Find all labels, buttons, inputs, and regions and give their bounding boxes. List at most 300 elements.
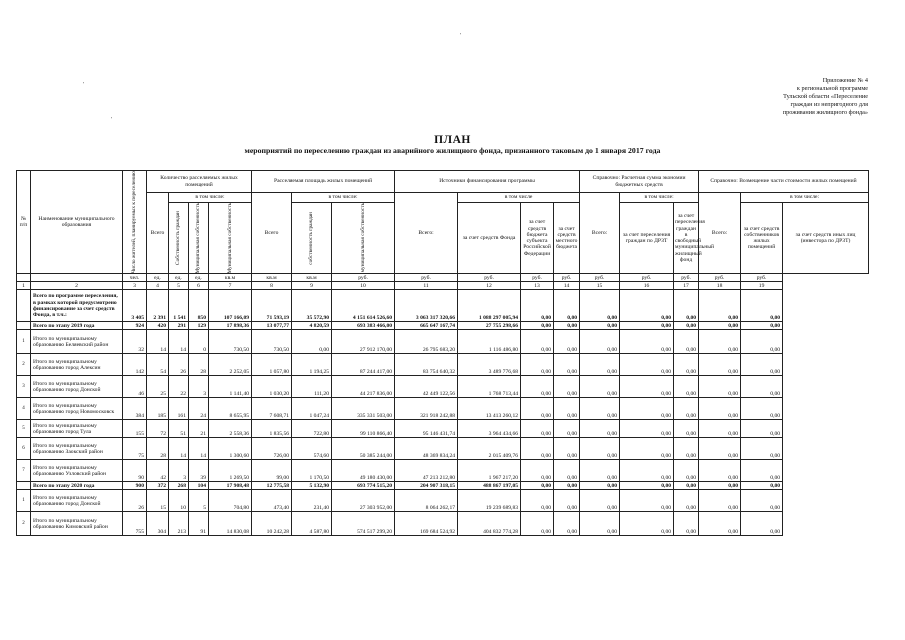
- value-cell: 107 166,09: [209, 290, 252, 322]
- value-cell: 0,00: [580, 482, 620, 490]
- value-cell: 2 558,36: [209, 420, 252, 438]
- value-cell: 0,00: [699, 398, 741, 420]
- value-cell: 0,00: [620, 354, 674, 376]
- value-cell: 3 964 434,66: [458, 420, 521, 438]
- header-name: Наименование муниципального образования: [31, 171, 123, 274]
- value-cell: 27 755 298,66: [458, 322, 521, 330]
- column-number: 7: [209, 282, 252, 290]
- column-number: 12: [458, 282, 521, 290]
- value-cell: 0,00: [521, 460, 554, 482]
- unit-cell: кв.м: [252, 274, 292, 282]
- value-cell: 44 217 836,00: [332, 376, 395, 398]
- value-cell: 14: [169, 330, 189, 354]
- scan-mark: ': [460, 33, 462, 39]
- value-cell: 0,00: [580, 438, 620, 460]
- value-cell: 0,00: [699, 460, 741, 482]
- column-number: 10: [332, 282, 395, 290]
- header-rooms-incl: в том числе:: [169, 193, 252, 203]
- column-number: 8: [252, 282, 292, 290]
- value-cell: 0,00: [521, 398, 554, 420]
- value-cell: 47 213 212,80: [395, 460, 458, 482]
- unit-cell: ед.: [169, 274, 189, 282]
- resettlement-plan-table: [16, 170, 869, 536]
- row-index: [17, 482, 31, 490]
- value-cell: 0,00: [554, 322, 580, 330]
- value-cell: 268: [169, 482, 189, 490]
- unit-cell: руб.: [554, 274, 580, 282]
- value-cell: 1 057,80: [252, 354, 292, 376]
- value-cell: 10: [169, 490, 189, 512]
- value-cell: 161: [169, 398, 189, 420]
- value-cell: 0,00: [554, 330, 580, 354]
- row-name: Итого по муниципальному образованию город Тула: [31, 420, 123, 438]
- value-cell: 3: [169, 460, 189, 482]
- value-cell: 0,00: [554, 354, 580, 376]
- value-cell: 0,00: [620, 460, 674, 482]
- value-cell: 0,00: [741, 398, 783, 420]
- value-cell: 900: [123, 482, 147, 490]
- value-cell: 0,00: [580, 420, 620, 438]
- value-cell: 0,00: [521, 512, 554, 536]
- column-number: 1: [17, 282, 31, 290]
- value-cell: 0,00: [741, 438, 783, 460]
- unit-cell: кв.м: [209, 274, 252, 282]
- unit-cell: руб.: [458, 274, 521, 282]
- value-cell: 169 684 524,92: [395, 512, 458, 536]
- value-cell: 0,00: [699, 354, 741, 376]
- value-cell: 0,00: [620, 322, 674, 330]
- value-cell: 1 768 713,44: [458, 376, 521, 398]
- row-name: Итого по муниципальному образованию Кимовский район: [31, 512, 123, 536]
- value-cell: 87 244 417,00: [332, 354, 395, 376]
- value-cell: 1 047,24: [292, 398, 332, 420]
- row-index: 4: [17, 398, 31, 420]
- header-area-incl: в том числе:: [292, 193, 395, 203]
- row-index: 1: [17, 490, 31, 512]
- value-cell: 83 754 640,32: [395, 354, 458, 376]
- value-cell: 26: [123, 490, 147, 512]
- unit-cell: руб.: [741, 274, 783, 282]
- value-cell: 42 449 122,56: [395, 376, 458, 398]
- column-number: 15: [580, 282, 620, 290]
- value-cell: 99 110 866,40: [332, 420, 395, 438]
- value-cell: 0,00: [674, 482, 699, 490]
- row-index: 5: [17, 420, 31, 438]
- value-cell: 730,50: [209, 330, 252, 354]
- value-cell: 17 908,48: [209, 482, 252, 490]
- unit-cell: руб.: [620, 274, 674, 282]
- units-row: [17, 274, 869, 282]
- header-area-total: Всего: [252, 193, 292, 274]
- value-cell: 21: [189, 420, 209, 438]
- value-cell: 155: [123, 420, 147, 438]
- value-cell: 0,00: [554, 460, 580, 482]
- value-cell: 13 413 260,12: [458, 398, 521, 420]
- value-cell: 27 912 170,00: [332, 330, 395, 354]
- column-number: 4: [147, 282, 169, 290]
- value-cell: 1 116 486,80: [458, 330, 521, 354]
- value-cell: 14: [189, 438, 209, 460]
- value-cell: 1 835,56: [252, 420, 292, 438]
- value-cell: 91: [189, 512, 209, 536]
- value-cell: 0,00: [554, 420, 580, 438]
- value-cell: 5: [189, 490, 209, 512]
- value-cell: 0,00: [620, 376, 674, 398]
- header-fund: за счет средств Фонда: [458, 202, 521, 274]
- value-cell: 1 141,40: [209, 376, 252, 398]
- value-cell: 722,80: [292, 420, 332, 438]
- value-cell: 231,40: [292, 490, 332, 512]
- table-row: [17, 512, 869, 536]
- row-index: [17, 322, 31, 330]
- value-cell: 0,00: [699, 482, 741, 490]
- unit-cell: руб.: [395, 274, 458, 282]
- value-cell: 0,00: [674, 512, 699, 536]
- header-reimb-incl: в том числе:: [741, 193, 869, 203]
- row-index: 7: [17, 460, 31, 482]
- header-reimb-total: Всего:: [699, 193, 741, 274]
- value-cell: 693 774 515,20: [332, 482, 395, 490]
- document-subtitle: мероприятий по переселению граждан из аварийного жилищного фонда, признанного таковым до 1 января 2017 года: [244, 146, 661, 155]
- header-economy-group: Справочно: Расчетная сумма экономии бюджетных средств: [580, 171, 699, 193]
- value-cell: 0,00: [554, 398, 580, 420]
- table-row: [17, 376, 869, 398]
- value-cell: 384: [123, 398, 147, 420]
- column-number: 11: [395, 282, 458, 290]
- row-name: Всего по этапу 2020 года: [31, 482, 123, 490]
- value-cell: 1 269,50: [209, 460, 252, 482]
- value-cell: 0,00: [741, 512, 783, 536]
- table-row: [17, 290, 869, 322]
- value-cell: 0,00: [554, 376, 580, 398]
- value-cell: 0: [189, 330, 209, 354]
- scan-mark: ': [111, 117, 113, 123]
- value-cell: 0,00: [699, 376, 741, 398]
- value-cell: 0,00: [674, 354, 699, 376]
- value-cell: 42: [147, 460, 169, 482]
- value-cell: 0,00: [620, 512, 674, 536]
- value-cell: 0,00: [554, 490, 580, 512]
- value-cell: 75: [123, 438, 147, 460]
- value-cell: 665 647 167,74: [395, 322, 458, 330]
- value-cell: 0,00: [620, 330, 674, 354]
- value-cell: 0,00: [620, 290, 674, 322]
- header-local-budget: за счет средств местного бюджета: [554, 202, 580, 274]
- row-index: [17, 290, 31, 322]
- value-cell: 185: [147, 398, 169, 420]
- table-row: [17, 482, 869, 490]
- value-cell: 3 489 776,68: [458, 354, 521, 376]
- value-cell: 0,00: [620, 398, 674, 420]
- value-cell: 0,00: [699, 490, 741, 512]
- value-cell: 14: [169, 438, 189, 460]
- header-finance-group: Источники финансирования программы: [395, 171, 580, 193]
- value-cell: 0,00: [580, 490, 620, 512]
- value-cell: 0,00: [674, 438, 699, 460]
- header-economy-free-fund: за счет переселения граждан в свободный муниципальный жилищный фонд: [674, 202, 699, 274]
- value-cell: 304: [147, 512, 169, 536]
- value-cell: 4 587,80: [292, 512, 332, 536]
- value-cell: 8 064 262,17: [395, 490, 458, 512]
- value-cell: 730,50: [252, 330, 292, 354]
- value-cell: 0,00: [521, 376, 554, 398]
- unit-cell: руб.: [674, 274, 699, 282]
- column-number: 6: [189, 282, 209, 290]
- value-cell: 0,00: [580, 290, 620, 322]
- unit-cell: руб.: [521, 274, 554, 282]
- value-cell: 0,00: [292, 330, 332, 354]
- header-finance-incl: в том числе: [458, 193, 580, 203]
- column-number: 9: [292, 282, 332, 290]
- column-number: 19: [741, 282, 783, 290]
- header-rooms-own: Собственность граждан: [169, 202, 189, 274]
- value-cell: 25: [147, 376, 169, 398]
- unit-cell: кв.м: [292, 274, 332, 282]
- value-cell: 0,00: [521, 420, 554, 438]
- value-cell: 755: [123, 512, 147, 536]
- table-row: [17, 322, 869, 330]
- row-name: Итого по муниципальному образованию город Алексин: [31, 354, 123, 376]
- value-cell: 0,00: [580, 354, 620, 376]
- header-reimb-investor: за счет средств иных лиц (инвестора по ДРЗТ): [783, 202, 869, 274]
- value-cell: 0,00: [699, 438, 741, 460]
- appendix-note: Приложение № 4 к региональной программе Тульской области «Переселение граждан из непригодного для проживания жилищного фонда»: [782, 77, 868, 116]
- table-row: [17, 354, 869, 376]
- header-subject-budget: за счет средств бюджета субъекта Российской Федерации: [521, 202, 554, 274]
- value-cell: 15: [147, 490, 169, 512]
- value-cell: 27 303 952,00: [332, 490, 395, 512]
- value-cell: 0,00: [580, 322, 620, 330]
- value-cell: 12 775,58: [252, 482, 292, 490]
- value-cell: 32: [123, 330, 147, 354]
- value-cell: 8 655,95: [209, 398, 252, 420]
- value-cell: 19 239 689,83: [458, 490, 521, 512]
- value-cell: 1 088 297 005,94: [458, 290, 521, 322]
- value-cell: 291: [169, 322, 189, 330]
- value-cell: 14 830,08: [209, 512, 252, 536]
- value-cell: 693 383 466,00: [332, 322, 395, 330]
- value-cell: 0,00: [580, 460, 620, 482]
- document-title: ПЛАН: [434, 134, 471, 146]
- value-cell: 0,00: [620, 420, 674, 438]
- value-cell: 1 967 217,20: [458, 460, 521, 482]
- value-cell: 0,00: [554, 512, 580, 536]
- value-cell: 28: [147, 438, 169, 460]
- value-cell: 0,00: [674, 420, 699, 438]
- value-cell: 574,60: [292, 438, 332, 460]
- value-cell: 5 132,90: [292, 482, 332, 490]
- row-name: Итого по муниципальному образованию Узловский район: [31, 460, 123, 482]
- value-cell: 726,00: [252, 438, 292, 460]
- value-cell: 0,00: [741, 490, 783, 512]
- row-name: Итого по муниципальному образованию город Донской: [31, 490, 123, 512]
- value-cell: 142: [123, 354, 147, 376]
- value-cell: 0,00: [580, 398, 620, 420]
- row-name: Итого по муниципальному образованию город Донской: [31, 376, 123, 398]
- value-cell: 129: [189, 322, 209, 330]
- value-cell: 28: [189, 354, 209, 376]
- header-finance-total: Всего:: [395, 193, 458, 274]
- table-row: [17, 490, 869, 512]
- value-cell: 99,00: [252, 460, 292, 482]
- row-index: 1: [17, 330, 31, 354]
- value-cell: 2 391: [147, 290, 169, 322]
- header-rooms-total: Всего: [147, 193, 169, 274]
- value-cell: 0,00: [674, 490, 699, 512]
- value-cell: 90: [123, 460, 147, 482]
- value-cell: 3 405: [123, 290, 147, 322]
- value-cell: 0,00: [554, 438, 580, 460]
- value-cell: 372: [147, 482, 169, 490]
- header-rooms-municipal-2: Муниципальная собственность: [209, 202, 252, 274]
- value-cell: 204 907 318,15: [395, 482, 458, 490]
- value-cell: 924: [123, 322, 147, 330]
- table-row: [17, 420, 869, 438]
- value-cell: 48 369 834,24: [395, 438, 458, 460]
- column-number-row: [17, 282, 869, 290]
- column-number: 2: [31, 282, 123, 290]
- row-name: Итого по муниципальному образованию город Новомосковск: [31, 398, 123, 420]
- unit-cell: ед.: [189, 274, 209, 282]
- value-cell: 420: [147, 322, 169, 330]
- value-cell: 1 194,25: [292, 354, 332, 376]
- value-cell: 0,00: [521, 438, 554, 460]
- value-cell: 213: [169, 512, 189, 536]
- row-index: 2: [17, 512, 31, 536]
- value-cell: 0,00: [620, 490, 674, 512]
- value-cell: 26 795 683,20: [395, 330, 458, 354]
- header-reimbursement-group: Справочно: Возмещение части стоимости жилых помещений: [699, 171, 869, 193]
- header-reimb-owners: за счет средств собственников жилых помещений: [741, 202, 783, 274]
- value-cell: 0,00: [741, 482, 783, 490]
- value-cell: 24: [189, 398, 209, 420]
- column-number: 13: [521, 282, 554, 290]
- value-cell: 0,00: [699, 322, 741, 330]
- value-cell: 7 608,71: [252, 398, 292, 420]
- value-cell: 35 572,90: [292, 290, 332, 322]
- value-cell: 0,00: [580, 512, 620, 536]
- value-cell: 0,00: [620, 438, 674, 460]
- value-cell: 473,40: [252, 490, 292, 512]
- value-cell: 2 015 409,76: [458, 438, 521, 460]
- value-cell: 0,00: [674, 376, 699, 398]
- value-cell: 22: [169, 376, 189, 398]
- row-index: 3: [17, 376, 31, 398]
- value-cell: 2 252,05: [209, 354, 252, 376]
- value-cell: 10 242,28: [252, 512, 292, 536]
- header-rooms-group: Количество расселяемых жилых помещений: [147, 171, 252, 193]
- value-cell: 0,00: [699, 512, 741, 536]
- value-cell: 39: [189, 460, 209, 482]
- value-cell: 95 146 431,74: [395, 420, 458, 438]
- value-cell: 0,00: [741, 420, 783, 438]
- value-cell: 0,00: [580, 330, 620, 354]
- unit-cell: чел.: [123, 274, 147, 282]
- value-cell: 0,00: [674, 290, 699, 322]
- value-cell: 0,00: [554, 290, 580, 322]
- header-area-own: собственность граждан: [292, 202, 332, 274]
- header-economy-total: Всего:: [580, 193, 620, 274]
- value-cell: 14: [147, 330, 169, 354]
- table-row: [17, 438, 869, 460]
- row-index: 2: [17, 354, 31, 376]
- value-cell: 0,00: [699, 290, 741, 322]
- header-residents: Число жителей, планируемых к переселению: [123, 171, 147, 274]
- value-cell: 0,00: [554, 482, 580, 490]
- table-row: [17, 460, 869, 482]
- row-name: Итого по муниципальному образованию Заокский район: [31, 438, 123, 460]
- value-cell: 50 385 244,00: [332, 438, 395, 460]
- column-number: 16: [620, 282, 674, 290]
- value-cell: 4 820,59: [292, 322, 332, 330]
- value-cell: 0,00: [674, 322, 699, 330]
- value-cell: 0,00: [521, 330, 554, 354]
- value-cell: 0,00: [741, 460, 783, 482]
- value-cell: 46: [123, 376, 147, 398]
- value-cell: 3 063 317 320,66: [395, 290, 458, 322]
- value-cell: 26: [169, 354, 189, 376]
- value-cell: 1 300,60: [209, 438, 252, 460]
- header-rooms-municipal: Муниципальная собственность: [189, 202, 209, 274]
- value-cell: 1 170,50: [292, 460, 332, 482]
- value-cell: 0,00: [521, 490, 554, 512]
- header-area-group: Расселяемая площадь жилых помещений: [252, 171, 395, 193]
- value-cell: 0,00: [521, 322, 554, 330]
- value-cell: 488 867 197,05: [458, 482, 521, 490]
- value-cell: 0,00: [741, 330, 783, 354]
- header-economy-incl: в том числе:: [620, 193, 699, 203]
- value-cell: 0,00: [699, 330, 741, 354]
- column-number: 3: [123, 282, 147, 290]
- row-index: 6: [17, 438, 31, 460]
- unit-cell: ед.: [147, 274, 169, 282]
- value-cell: 0,00: [580, 376, 620, 398]
- row-name: Всего по программе переселения, в рамках которой предусмотрено финансирование за счет средств Фонда, в т.ч.:: [31, 290, 123, 322]
- value-cell: 104: [189, 482, 209, 490]
- value-cell: 51: [169, 420, 189, 438]
- value-cell: 4 151 614 526,60: [332, 290, 395, 322]
- value-cell: 0,00: [521, 482, 554, 490]
- table-row: [17, 330, 869, 354]
- row-name: Всего по этапу 2019 года: [31, 322, 123, 330]
- value-cell: 17 898,36: [209, 322, 252, 330]
- scan-mark: ': [83, 82, 85, 88]
- value-cell: 13 077,77: [252, 322, 292, 330]
- value-cell: 111,20: [292, 376, 332, 398]
- column-number: 17: [674, 282, 699, 290]
- value-cell: 0,00: [741, 290, 783, 322]
- header-economy-drzt: за счет переселения граждан по ДРЗТ: [620, 202, 674, 274]
- value-cell: 335 331 503,00: [332, 398, 395, 420]
- value-cell: 49 180 430,00: [332, 460, 395, 482]
- row-name: Итого по муниципальному образованию Беляевский район: [31, 330, 123, 354]
- column-number: 18: [699, 282, 741, 290]
- value-cell: 3: [189, 376, 209, 398]
- value-cell: 0,00: [620, 482, 674, 490]
- value-cell: 850: [189, 290, 209, 322]
- column-number: 5: [169, 282, 189, 290]
- value-cell: 574 517 299,20: [332, 512, 395, 536]
- value-cell: 72: [147, 420, 169, 438]
- unit-cell: руб.: [580, 274, 620, 282]
- value-cell: 0,00: [521, 354, 554, 376]
- value-cell: 704,80: [209, 490, 252, 512]
- value-cell: 71 593,19: [252, 290, 292, 322]
- value-cell: 0,00: [699, 420, 741, 438]
- value-cell: 404 832 774,28: [458, 512, 521, 536]
- unit-cell: руб.: [332, 274, 395, 282]
- unit-cell: руб.: [699, 274, 741, 282]
